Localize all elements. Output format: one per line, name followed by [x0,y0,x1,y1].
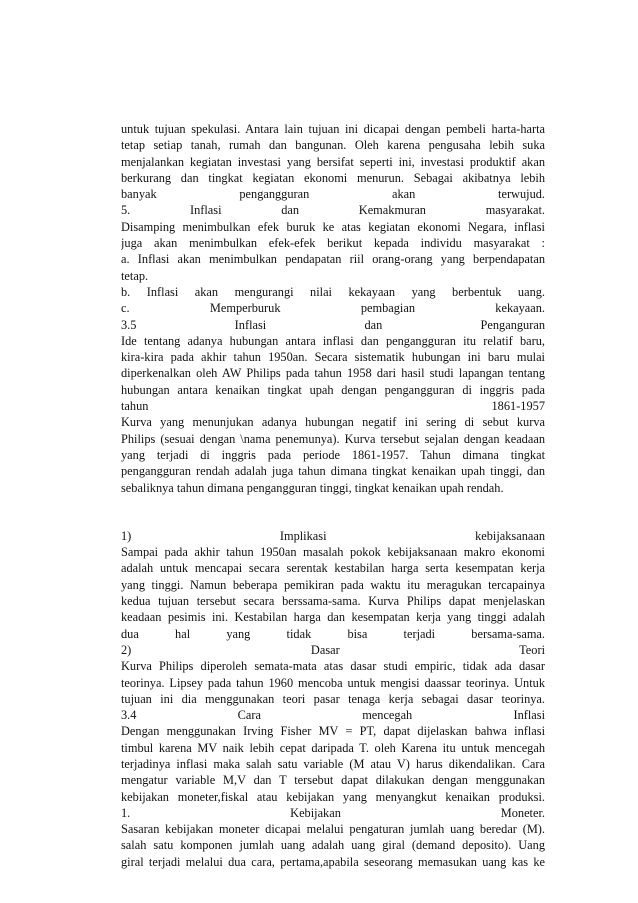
text-line: Disamping menimbulkan efek buruk ke atas kegiatan ekonomi Negara, inflasi [121,219,545,234]
text-line: juga akan menimbulkan efek-efek berikut kepada individu masyarakat : [121,236,545,251]
text-line: Philips (sesuai dengan \nama penemunya). Kurva tersebut sejalan dengan keadaan [121,431,545,446]
paragraph-gap [121,496,545,528]
text-line: 5. Inflasi dan Kemakmuran masyarakat. [121,203,545,218]
paragraph-block-1 [121,121,545,496]
text-line: Sasaran kebijakan moneter dicapai melalui pengaturan jumlah uang beredar (M). [121,822,545,837]
text-line: yang terjadi di inggris pada periode 1861-1957. Tahun dimana tingkat [121,447,545,462]
text-line: tetap. [121,268,149,283]
text-line: sebaliknya tahun dimana pengangguran tinggi, tingkat kenaikan upah rendah. [121,480,504,495]
text-line: teorinya. Lipsey pada tahun 1960 mencoba untuk mengisi daassar teorinya. Untuk [121,675,545,690]
document-page [121,121,545,870]
text-line: pengangguran rendah adalah juga tahun dimana tingkat kenaikan upah tinggi, dan [121,464,545,479]
text-line: salah satu komponen jumlah uang adalah uang giral (demand deposito). Uang [121,838,545,853]
text-line: c. Memperburuk pembagian kekayaan. [121,301,545,316]
text-line: hubungan antara kenaikan tingkat upah dengan pengangguran di inggris pada [121,382,545,397]
text-line: berkurang dan tingkat kegiatan ekonomi menurun. Sebagai akibatnya lebih [121,170,545,185]
text-line: 3.4 Cara mencegah Inflasi [121,708,545,723]
text-line: adalah untuk mencapai secara serentak kestabilan harga serta kesempatan kerja [121,561,545,576]
text-line: timbul karena MV naik lebih cepat daripada T. oleh Karena itu untuk mencegah [121,740,545,755]
text-line: tujuan ini dia menggunakan teori pasar tenaga kerja sebagai dasar teorinya. [121,691,545,706]
text-line: Kurva yang menunjukan adanya hubungan negatif ini sering di sebut kurva [121,415,545,430]
text-line: Sampai pada akhir tahun 1950an masalah pokok kebijaksanaan makro ekonomi [121,545,545,560]
text-line: b. Inflasi akan mengurangi nilai kekayaan yang berbentuk uang. [121,284,545,299]
text-line: Kurva Philips diperoleh semata-mata atas dasar studi empiric, tidak ada dasar [121,659,545,674]
text-line: Ide tentang adanya hubungan antara inflasi dan pengangguran itu relatif baru, [121,333,545,348]
text-line: giral terjadi melalui dua cara, pertama,apabila seseorang memasukan uang kas ke [121,854,545,869]
text-line: tahun 1861-1957 [121,399,545,414]
text-line: tetap setiap tanah, rumah dan bangunan. Oleh karena pengusaha lebih suka [121,138,545,153]
text-line: kira-kira pada akhir tahun 1950an. Secara sistematik hubungan ini baru mulai [121,350,545,365]
text-line: kebijakan moneter,fiskal atau kebijakan yang menyangkut kenaikan produksi. [121,789,545,804]
text-line: 2) Dasar Teori [121,642,545,657]
paragraph-block-2 [121,528,545,870]
text-line: 3.5 Inflasi dan Penganguran [121,317,545,332]
text-line: terjadinya inflasi maka salah satu variable (M atau V) harus dikendalikan. Cara [121,756,545,771]
text-line: 1. Kebijakan Moneter. [121,805,545,820]
text-line: mengatur variable M,V dan T tersebut dapat dilakukan dengan menggunakan [121,773,545,788]
text-line: kedua tujuan tersebut secara berssama-sama. Kurva Philips dapat menjelaskan [121,594,545,609]
text-line: dua hal yang tidak bisa terjadi bersama-sama. [121,626,545,641]
text-line: menjalankan kegiatan investasi yang bersifat seperti ini, investasi produktif akan [121,154,545,169]
text-line: 1) Implikasi kebijaksanaan [121,528,545,543]
text-line: untuk tujuan spekulasi. Antara lain tujuan ini dicapai dengan pembeli harta-harta [121,122,545,136]
text-line: keadaan pesimis ini. Kestabilan harga dan kesempatan kerja yang tinggi adalah [121,610,545,625]
text-line: banyak pengangguran akan terwujud. [121,187,545,202]
text-line: diperkenalkan oleh AW Philips pada tahun 1958 dari hasil studi lapangan tentang [121,366,545,381]
text-line: a. Inflasi akan menimbulkan pendapatan riil orang-orang yang berpendapatan [121,252,545,267]
text-line: yang tinggi. Namun beberapa pemikiran pada waktu itu meragukan tercapainya [121,577,545,592]
text-line: Dengan menggunakan Irving Fisher MV = PT, dapat dijelaskan bahwa inflasi [121,724,545,739]
